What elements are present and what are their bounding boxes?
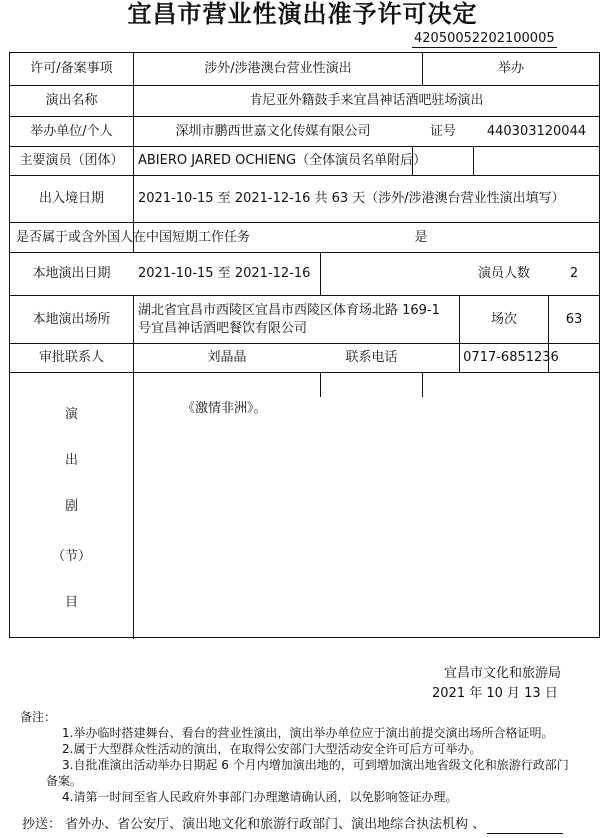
- local-dates-value: 2021-10-15 至 2021-12-16: [138, 266, 311, 281]
- organizer-value: 深圳市鹏西世嘉文化传媒有限公司: [175, 123, 371, 139]
- cert-label: 证号: [429, 123, 456, 139]
- program-label-char: 目: [64, 595, 78, 610]
- phone-label: 联系电话: [345, 350, 398, 365]
- license-type-label: 许可/备案事项: [30, 61, 113, 76]
- local-dates-label: 本地演出日期: [32, 266, 111, 281]
- contact-label: 审批联系人: [38, 350, 104, 365]
- col-divider: [422, 372, 423, 397]
- phone-value: 0717-6851236: [463, 350, 559, 365]
- note-item: 3.自批准演出活动举办日期起 6 个月内增加演出地的，可到增加演出地省级文化和旅游行政部门: [62, 758, 569, 772]
- note-item: 1.举办临时搭建舞台、看台的营业性演出，演出举办单位应于演出前提交演出场所合格证明。: [62, 726, 554, 740]
- document-number: 42050052202100005: [414, 31, 555, 46]
- performers-value: ABIERO JARED OCHIENG（全体演员名单附后）: [138, 153, 427, 168]
- short-term-work-label: 是否属于或含外国人在中国短期工作任务: [16, 229, 251, 245]
- program-label: [10, 373, 133, 637]
- performers-label: 主要演员（团体）: [19, 153, 124, 168]
- cc-text: 抄送： 省外办、省公安厅、演出地文化和旅游行政部门、演出地综合执法机构 、: [22, 817, 486, 832]
- performance-name-value: 肯尼亚外籍鼓手来宜昌神话酒吧驻场演出: [249, 93, 484, 108]
- document-title: 宜昌市营业性演出准予许可决定: [127, 0, 478, 28]
- license-action-value: 举办: [497, 61, 524, 76]
- note-item: 4.请第一时间至省人民政府外事部门办理邀请确认函，以免影响签证办理。: [62, 790, 458, 804]
- short-term-work-value: 是: [414, 229, 428, 245]
- note-item: 2.属于大型群众性活动的演出，在取得公安部门大型活动安全许可后方可举办。: [62, 742, 482, 756]
- license-table: [9, 52, 600, 638]
- program-label-char: 剧: [64, 499, 78, 514]
- performer-count-label: 演员人数: [477, 266, 530, 281]
- col-divider: [320, 372, 321, 397]
- license-type-value: 涉外/涉港澳台营业性演出: [204, 61, 352, 76]
- issue-date: 2021 年 10 月 13 日: [432, 686, 558, 701]
- venue-label: 本地演出场所: [32, 311, 111, 327]
- notes: [22, 709, 592, 805]
- contact-value: 刘晶晶: [207, 350, 247, 365]
- program-label-char: （节）: [51, 549, 91, 564]
- program-label-char: 出: [64, 453, 78, 468]
- notes-label: 备注：: [20, 710, 57, 724]
- entry-exit-label: 出入境日期: [38, 191, 104, 206]
- performer-count-value: 2: [569, 266, 579, 281]
- performance-name-label: 演出名称: [45, 93, 98, 108]
- organizer-label: 举办单位/个人: [30, 123, 113, 139]
- venue-value: 湖北省宜昌市西陵区宜昌市西陵区体育场北路 169-1 号宜昌神话酒吧餐饮有限公司: [138, 302, 440, 336]
- cc-blank: [487, 819, 563, 834]
- cc-line: [22, 816, 563, 834]
- issuer: 宜昌市文化和旅游局: [444, 666, 562, 681]
- program-value: 《激情非洲》。: [182, 401, 267, 416]
- program-label-char: 演: [64, 407, 78, 422]
- cert-value: 440303120044: [486, 123, 587, 139]
- sessions-value: 63: [565, 311, 583, 327]
- entry-exit-value: 2021-10-15 至 2021-12-16 共 63 天（涉外/涉港澳台营业性演出填写）: [138, 191, 565, 206]
- note-item: 备案。: [46, 774, 83, 788]
- sessions-label: 场次: [490, 311, 517, 327]
